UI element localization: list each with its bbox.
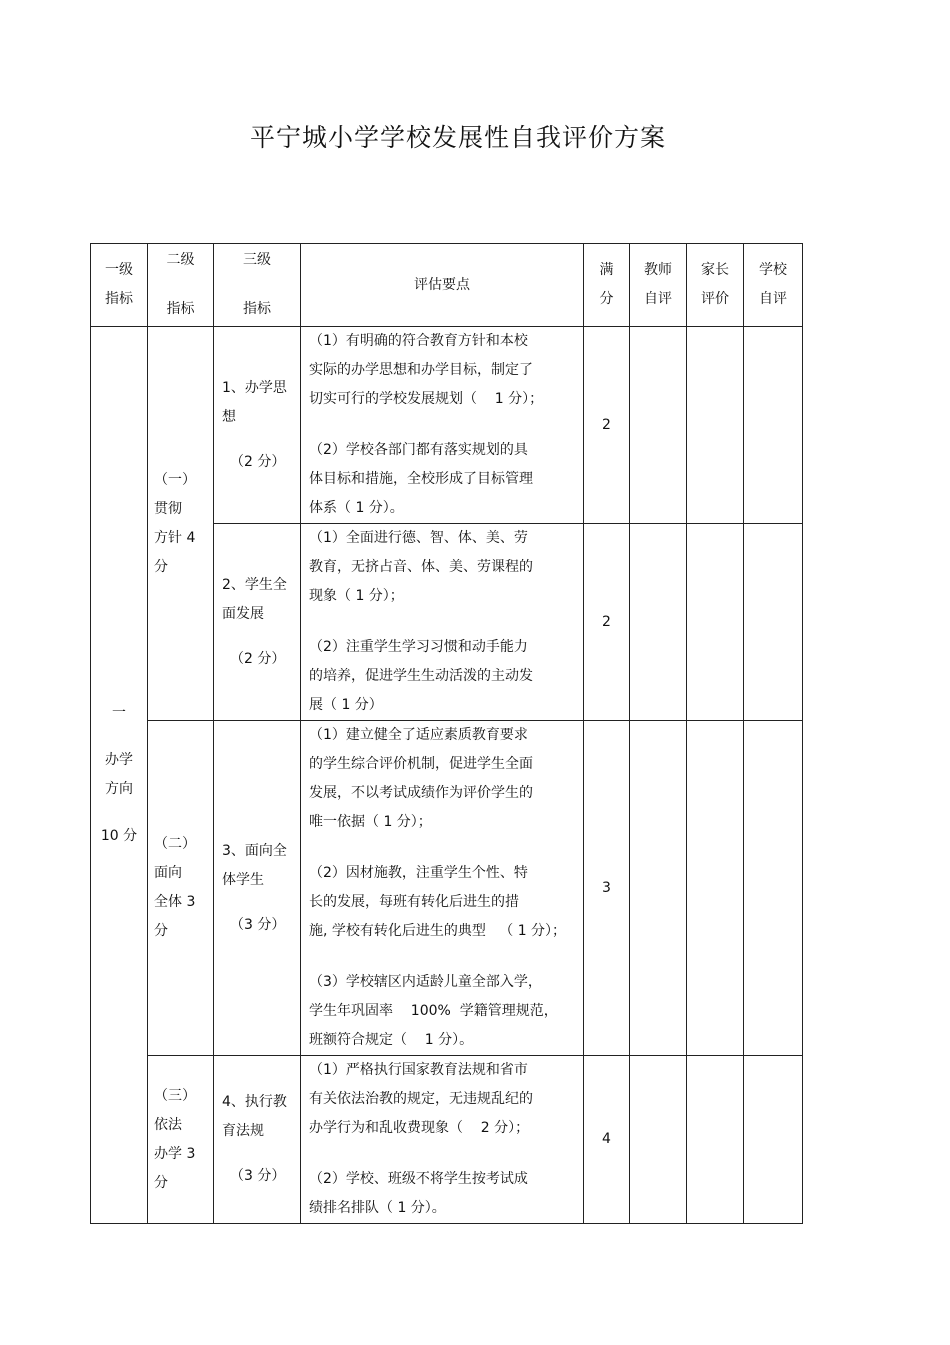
point-line: （3）学校辖区内适龄儿童全部入学， — [309, 974, 542, 990]
level3-score: （3 分） — [230, 916, 286, 933]
level2-line: 方针 4 — [154, 529, 196, 546]
header-parent-line2: 评价 — [701, 291, 729, 307]
level2-line: 依法 — [154, 1116, 182, 1133]
level3-cell — [214, 524, 301, 721]
level2-line: （一） — [154, 471, 196, 488]
point-line: 绩排名排队（ 1 分）。 — [309, 1200, 446, 1216]
point-line: 学生年巩固率 100% 学籍管理规范， — [309, 1003, 558, 1019]
level3-name-line: 3、面向全 — [222, 842, 287, 859]
points-cell — [301, 327, 584, 524]
document-title: 平宁城小学学校发展性自我评价方案 — [249, 123, 666, 152]
header-school-self — [744, 244, 803, 327]
level2-line: 贯彻 — [154, 500, 182, 517]
full-score-cell: 2 — [584, 524, 630, 721]
level3-name-line: 1、办学思 — [222, 379, 287, 396]
header-level3 — [214, 244, 301, 327]
level1-name-line2: 方向 — [105, 781, 133, 797]
point-line: 实际的办学思想和办学目标，制定了 — [309, 362, 533, 378]
level2-cell — [148, 1056, 214, 1224]
header-level2 — [148, 244, 214, 327]
header-teacher-line1: 教师 — [644, 262, 672, 278]
level2-line: 分 — [154, 923, 168, 939]
level3-name-line: 4、执行教 — [222, 1094, 287, 1110]
teacher-self-cell[interactable] — [630, 1056, 687, 1224]
point-line: 展（ 1 分） — [309, 697, 383, 713]
points-cell — [301, 524, 584, 721]
header-full-line2: 分 — [599, 291, 614, 307]
point-line: （2）学校、班级不将学生按考试成 — [309, 1171, 528, 1187]
header-level1-line2: 指标 — [105, 291, 133, 307]
header-points: 评估要点 — [301, 244, 584, 327]
header-teacher-self — [630, 244, 687, 327]
point-line: 有关依法治教的规定，无违规乱纪的 — [309, 1091, 533, 1107]
header-level1 — [91, 244, 148, 327]
header-full-line1: 满 — [599, 262, 614, 278]
school-self-cell[interactable] — [744, 327, 803, 524]
point-line: 的培养，促进学生生动活泼的主动发 — [309, 668, 533, 684]
level3-cell — [214, 1056, 301, 1224]
point-line: （2）注重学生学习习惯和动手能力 — [309, 639, 528, 655]
level1-cell — [91, 327, 148, 1224]
point-line: 长的发展，每班有转化后进生的措 — [309, 894, 519, 910]
table-row — [91, 1056, 803, 1224]
header-level2-line2: 指标 — [166, 301, 195, 317]
school-self-cell[interactable] — [744, 1056, 803, 1224]
parent-eval-cell[interactable] — [687, 1056, 744, 1224]
level3-score: （2 分） — [230, 453, 286, 470]
level2-line: 分 — [154, 1174, 168, 1191]
school-self-cell[interactable] — [744, 524, 803, 721]
header-parent-eval — [687, 244, 744, 327]
header-row — [91, 244, 803, 327]
header-parent-line1: 家长 — [701, 262, 729, 278]
parent-eval-cell[interactable] — [687, 327, 744, 524]
level3-cell — [214, 327, 301, 524]
table-row — [91, 327, 803, 524]
header-school-line1: 学校 — [759, 262, 787, 278]
level2-line: （二） — [154, 836, 196, 852]
header-level1-line1: 一级 — [105, 262, 133, 278]
point-line: 办学行为和乱收费现象（ 2 分）； — [309, 1120, 530, 1136]
parent-eval-cell[interactable] — [687, 524, 744, 721]
full-score-cell: 4 — [584, 1056, 630, 1224]
point-line: 切实可行的学校发展规划（ 1 分）； — [309, 391, 544, 407]
point-line: （1）建立健全了适应素质教育要求 — [309, 727, 528, 743]
level2-line: （三） — [154, 1087, 196, 1104]
level1-name-line1: 办学 — [105, 752, 133, 768]
full-score-cell: 3 — [584, 721, 630, 1056]
point-line: 唯一依据（ 1 分）； — [309, 814, 432, 830]
teacher-self-cell[interactable] — [630, 721, 687, 1056]
level2-line: 办学 3 — [154, 1145, 196, 1162]
point-line: 发展，不以考试成绩作为评价学生的 — [309, 785, 533, 801]
teacher-self-cell[interactable] — [630, 327, 687, 524]
level3-name-line: 面发展 — [222, 605, 264, 622]
evaluation-table — [90, 243, 803, 1224]
header-level3-line1: 三级 — [243, 252, 271, 268]
header-full-score — [584, 244, 630, 327]
point-line: 班额符合规定（ 1 分）。 — [309, 1032, 474, 1048]
level1-score: 10 分 — [100, 828, 138, 844]
point-line: （1）严格执行国家教育法规和省市 — [309, 1062, 528, 1078]
point-line: 体目标和措施，全校形成了目标管理 — [309, 471, 533, 487]
level3-name-line: 育法规 — [222, 1123, 264, 1139]
point-line: 教育，无挤占音、体、美、劳课程的 — [309, 559, 533, 575]
level1-index: 一 — [112, 705, 126, 721]
level3-score: （3 分） — [230, 1168, 286, 1184]
table-row — [91, 721, 803, 1056]
level2-line: 面向 — [154, 865, 182, 881]
point-line: （2）因材施教，注重学生个性、特 — [309, 865, 528, 881]
header-school-line2: 自评 — [759, 291, 787, 307]
point-line: 施, 学校有转化后进生的典型 （ 1 分）； — [309, 923, 567, 939]
header-teacher-line2: 自评 — [644, 291, 672, 307]
points-cell — [301, 1056, 584, 1224]
point-line: （1）全面进行德、智、体、美、劳 — [309, 530, 528, 546]
parent-eval-cell[interactable] — [687, 721, 744, 1056]
level3-cell — [214, 721, 301, 1056]
point-line: （1）有明确的符合教育方针和本校 — [309, 333, 528, 349]
points-cell — [301, 721, 584, 1056]
level2-cell — [148, 721, 214, 1056]
full-score-cell: 2 — [584, 327, 630, 524]
point-line: 体系（ 1 分）。 — [309, 500, 404, 516]
school-self-cell[interactable] — [744, 721, 803, 1056]
teacher-self-cell[interactable] — [630, 524, 687, 721]
point-line: 的学生综合评价机制，促进学生全面 — [309, 756, 533, 772]
level2-line: 全体 3 — [154, 894, 196, 910]
point-line: （2）学校各部门都有落实规划的具 — [309, 442, 528, 458]
level3-name-line: 想 — [222, 408, 236, 425]
header-level2-line1: 二级 — [166, 252, 195, 268]
level3-score: （2 分） — [230, 650, 286, 667]
level2-line: 分 — [154, 558, 168, 575]
level3-name-line: 2、学生全 — [222, 576, 287, 593]
level2-cell — [148, 327, 214, 721]
header-level3-line2: 指标 — [243, 301, 271, 317]
point-line: 现象（ 1 分）； — [309, 588, 404, 604]
level3-name-line: 体学生 — [222, 871, 264, 888]
